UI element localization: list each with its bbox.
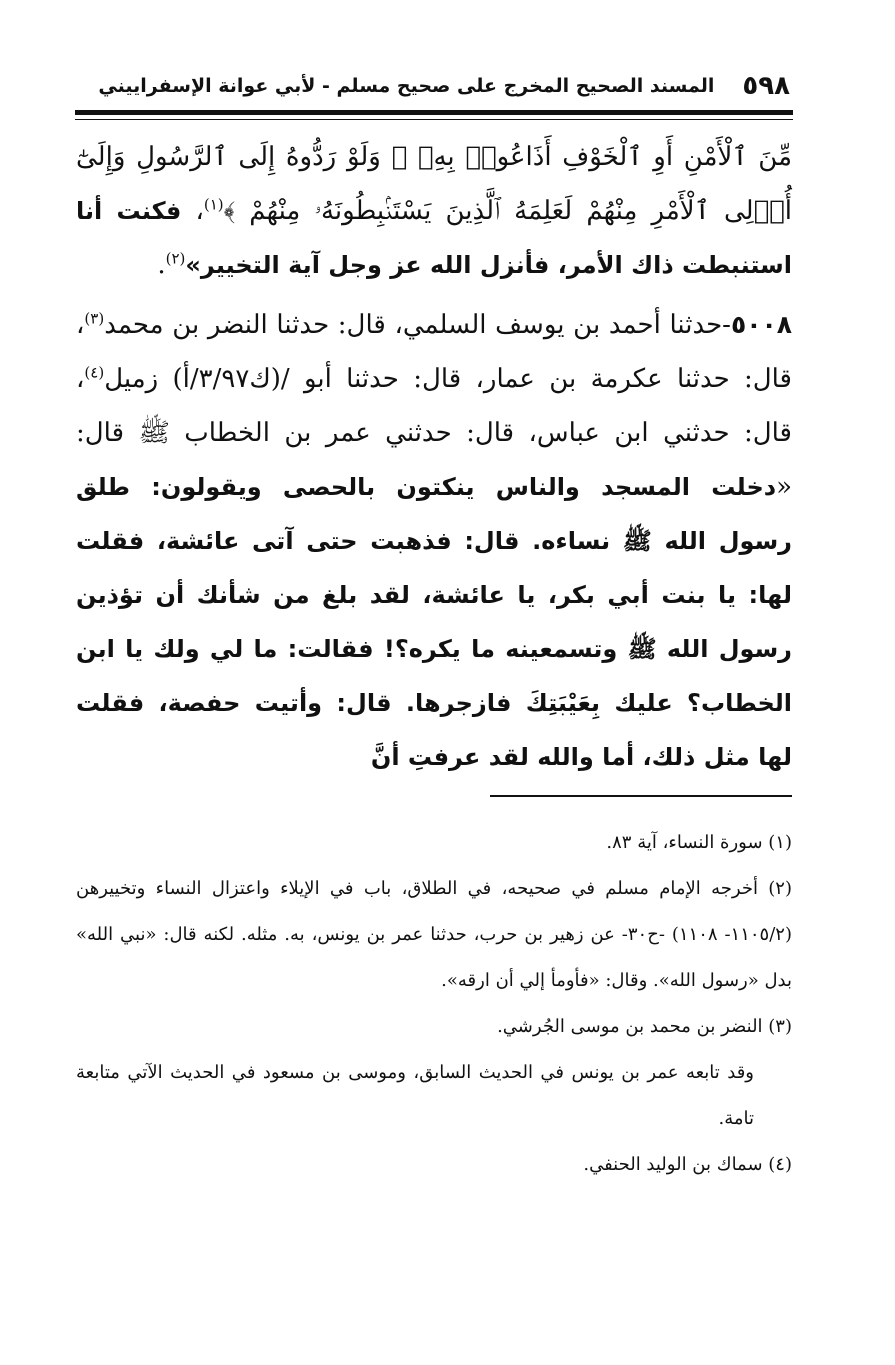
- hadith-number: ٥٠٠٨: [730, 310, 792, 339]
- footnote-ref-1[interactable]: (١): [203, 195, 224, 214]
- verse-paragraph: [76, 130, 792, 292]
- footnote-3-continuation: وقد تابعه عمر بن يونس في الحديث السابق، وموسى بن مسعود في الحديث الآتي متابعة تامة.: [76, 1062, 754, 1129]
- hadith-chain-3: ، قال: حدثني ابن عباس، قال: حدثني عمر بن الخطاب ﷺ قال:: [76, 364, 792, 448]
- header-rule-thin: [75, 119, 793, 120]
- hadith-text: دخلت المسجد والناس ينكتون بالحصى ويقولون: طلق رسول الله ﷺ نساءه. قال: فذهبت حتى آتى عائشة، فقلت لها: يا بنت أبي بكر، يا عائشة، لقد بلغ من شأنك أن تؤذين رسول الله ﷺ وتسمعينه ما يكره؟! فقالت: ما لي ولك يا ابن الخطاب؟ عليك بِعَيْبَتِكَ فازجرها. قال: وأتيت حفصة، فقلت لها مثل ذلك، أما والله لقد عرفتِ أنَّ: [76, 473, 792, 771]
- footnote-rule: [490, 795, 792, 797]
- footnote-2: (٢) أخرجه الإمام مسلم في صحيحه، في الطلاق، باب في الإيلاء واعتزال النساء وتخييرهن (١١٠٥/٢- ١١٠٨) -ح٣٠- عن زهير بن حرب، حدثنا عمر بن يونس، به. مثله. لكنه قال: «نبي الله» بدل «رسول الله». وقال: «فأومأ إلي أن ارقه».: [76, 878, 792, 991]
- footnote-1: (١) سورة النساء، آية ٨٣.: [606, 832, 792, 853]
- footnote-4: (٤) سماك بن الوليد الحنفي.: [583, 1154, 792, 1175]
- main-text: [76, 130, 792, 784]
- footnote-ref-3[interactable]: (٣): [84, 309, 105, 328]
- running-title: المسند الصحيح المخرج على صحيح مسلم - لأبي عوانة الإسفراييني: [98, 75, 715, 97]
- header-rule-thick: [75, 110, 793, 115]
- footnote-ref-2[interactable]: (٢): [165, 249, 186, 268]
- hadith-chain-2: ، قال: حدثنا عكرمة بن عمار، قال: حدثنا أبو /(ك٣/٩٧/أ) زميل: [76, 310, 792, 394]
- running-header: [98, 66, 790, 106]
- end-dot: .: [157, 250, 166, 280]
- quran-verse-line-2: لَعَلِمَهُ ٱلَّذِينَ يَسْتَنۢبِطُونَهُۥ مِنْهُمْ ﴾: [223, 196, 573, 226]
- footnote-3: (٣) النضر بن محمد بن موسى الجُرشي.: [497, 1016, 792, 1037]
- footnote-ref-4[interactable]: (٤): [84, 363, 105, 382]
- hadith-paragraph: [76, 298, 792, 784]
- hadith-chain-1: -حدثنا أحمد بن يوسف السلمي، قال: حدثنا النضر بن محمد: [104, 310, 731, 340]
- verse-separator: ،: [181, 196, 204, 226]
- quran-verse-line-1: مِّنَ ٱلْأَمْنِ أَوِ ٱلْخَوْفِ أَذَاعُوا۟ بِهِۦ ۖ وَلَوْ رَدُّوهُ إِلَى ٱلرَّسُولِ وَإِلَىٰٓ أُو۟لِى ٱلْأَمْرِ مِنْهُمْ: [76, 142, 792, 226]
- page-number: ٥٩٨: [742, 71, 790, 101]
- verse-commentary: فكنت أنا استنبطت ذاك الأمر، فأنزل الله عز وجل آية التخيير»: [76, 197, 792, 279]
- footnotes: [76, 820, 792, 1188]
- quote-open: «: [776, 472, 792, 502]
